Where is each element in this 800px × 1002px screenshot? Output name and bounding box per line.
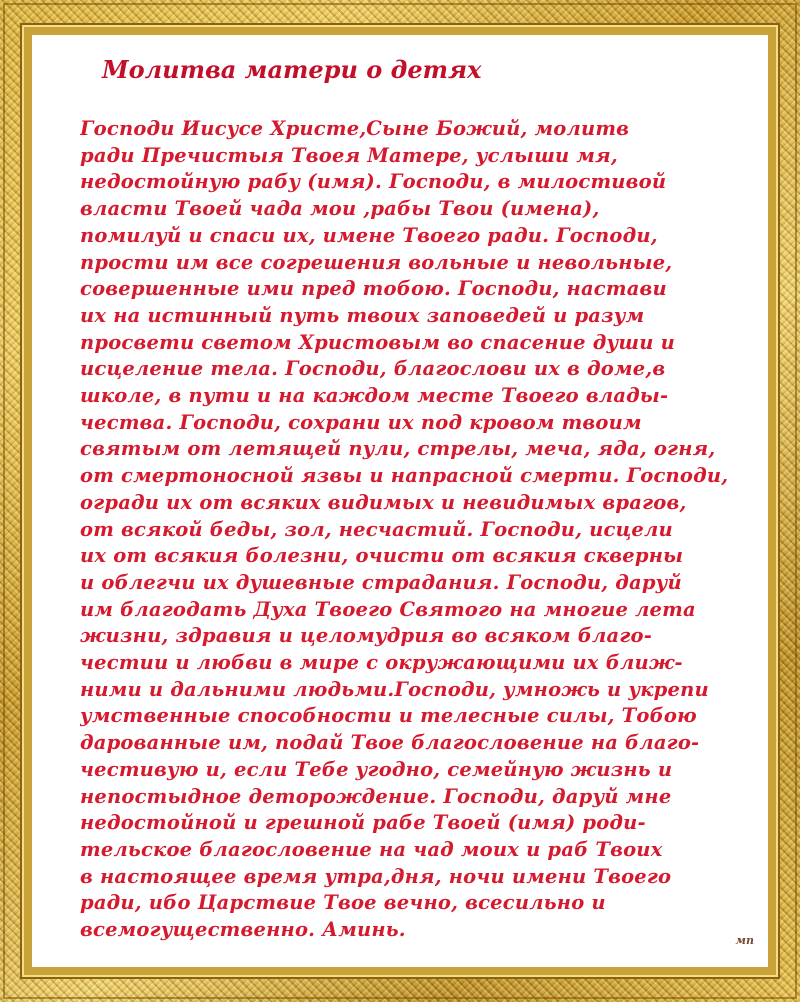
prayer-title: Молитва матери о детях (102, 55, 482, 84)
prayer-line: умственные способности и телесные силы, Тобою (80, 704, 697, 728)
prayer-line: честивую и, если Тебе угодно, семейную жизнь и (80, 757, 673, 781)
prayer-line: школе, в пути и на каждом месте Твоего влады- (80, 384, 669, 408)
prayer-line: недостойной и грешной рабе Твоей (имя) роди- (80, 811, 646, 835)
frame-inner-border (24, 27, 776, 975)
prayer-line: и облегчи их душевные страдания. Господи, даруй (80, 570, 682, 594)
prayer-body (80, 116, 755, 944)
prayer-line: в настоящее время утра,дня, ночи имени Твоего (80, 864, 672, 888)
prayer-line: ради Пречистыя Твоея Матере, услыши мя, (80, 143, 618, 167)
prayer-line: ради, ибо Царствие Твое вечно, всесильно и (80, 891, 606, 915)
prayer-line: власти Твоей чада мои ,рабы Твои (имена), (80, 197, 600, 221)
prayer-line: от всякой беды, зол, несчастий. Господи, исцели (80, 517, 673, 541)
prayer-line: святым от летящей пули, стрелы, меча, яда, огня, (80, 437, 716, 461)
prayer-line: их на истинный путь твоих заповедей и разум (80, 303, 645, 327)
prayer-line: непостыдное деторождение. Господи, даруй мне (80, 784, 672, 808)
prayer-line: Господи Иисусе Христе,Сыне Божий, молитв (80, 117, 630, 140)
prayer-line: совершенные ими пред тобою. Господи, настави (80, 277, 667, 301)
prayer-line: исцеление тела. Господи, благослови их в доме,в (80, 357, 666, 381)
prayer-line: честии и любви в мире с окружающими их ближ- (80, 651, 683, 675)
prayer-line: тельское благословение на чад моих и раб Твоих (80, 837, 663, 861)
prayer-line: помилуй и спаси их, имене Твоего ради. Господи, (80, 223, 658, 247)
prayer-line: чества. Господи, сохрани их под кровом твоим (80, 410, 642, 434)
prayer-line: недостойную рабу (имя). Господи, в милостивой (80, 170, 667, 194)
prayer-line: просвети светом Христовым во спасение души и (80, 330, 675, 354)
prayer-line: прости им все согрешения вольные и невольные, (80, 250, 673, 274)
prayer-paper (32, 35, 768, 967)
prayer-line: всемогущественно. Аминь. (80, 918, 406, 942)
prayer-line: дарованные им, подай Твое благословение на благо- (80, 731, 700, 755)
prayer-line: от смертоносной язвы и напрасной смерти. Господи, (80, 464, 729, 488)
prayer-line: им благодать Духа Твоего Святого на многие лета (80, 597, 696, 621)
prayer-line: жизни, здравия и целомудрия во всяком благо- (80, 624, 653, 648)
prayer-line: огради их от всяких видимых и невидимых врагов, (80, 490, 687, 514)
author-signature: мп (735, 934, 754, 947)
prayer-line: ними и дальними людьми.Господи, умножь и укрепи (80, 677, 709, 701)
prayer-line: их от всякия болезни, очисти от всякия скверны (80, 544, 684, 568)
